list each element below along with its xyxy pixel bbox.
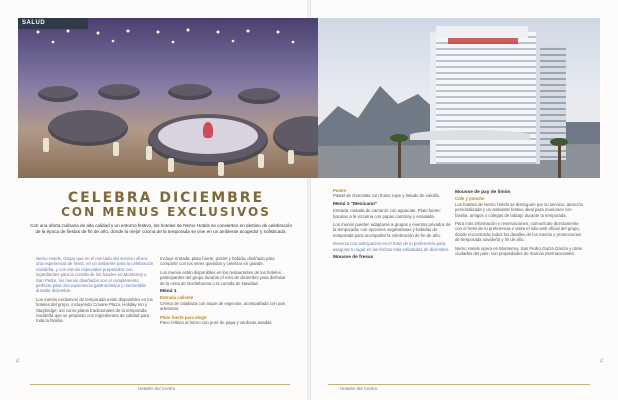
banquet-table xyxy=(168,84,212,100)
palm-leaves xyxy=(550,138,568,146)
menu-heading: Mousse de fresas xyxy=(333,255,374,261)
banquet-table xyxy=(48,110,128,146)
palm-tree xyxy=(398,138,401,178)
chair xyxy=(113,142,119,156)
article-lead: Con una oferta culinaria de alta calidad y un entorno festivo, los hoteles de Nemo Hotels se convierten en destino de celebración de la época de fiestas de fin de año, donde la mejor cocina de la temporada se vive en un ambiente acogedor y sofisticado. xyxy=(30,223,293,234)
body-paragraph: Incluye entrada, plato fuerte, postre y bebida, diseñado para compartir con los seres queridos y celebrar en grande. xyxy=(160,256,275,267)
article-title-line-2: CON MENUS EXCLUSIVOS xyxy=(61,205,271,219)
highlight-paragraph: Reserva con anticipación en el hotel de tu preferencia para asegurar tu lugar en las fechas más solicitadas de diciembre. xyxy=(333,241,450,252)
section-tag: SALUD xyxy=(18,18,88,29)
chair xyxy=(168,158,174,172)
menu-item-text: Pastel de chocolate con frutos rojos y helado de vainilla. xyxy=(333,193,441,199)
body-paragraph: Los menús están disponibles en los restaurantes de los hoteles participantes del grupo durante el mes de diciembre para disfrutar de la cena de Nochebuena o la comida de Navidad. xyxy=(160,269,286,286)
hero-photo xyxy=(18,18,600,178)
body-paragraph: Los hoteles de Nemo Hotels se distinguen por su servicio, atención personalizada y un ambiente festivo ideal para reuniones con familia, amigos o colegas de trabajo durante la temporada. xyxy=(455,201,584,218)
intro-paragraph: Nemo Hotels, Grupo que en el mercado del servicio ofrece una experiencia de fiesta, en un ambiente para la celebración navideña, y con menús especiales preparados con ingredientes para la comida de los hoteles en Monterrey y San Pedro, los menús diseñados son el complemento perfecto para una experiencia gastronómica y memorable durante diciembre. xyxy=(36,256,154,294)
text-column-1 xyxy=(36,256,154,327)
menu-item-text: Crema de calabaza con toque de especias, acompañada con pan artesanal. xyxy=(160,300,286,312)
menu-heading: Menú 1 xyxy=(160,289,177,295)
footer-left: Hoteles del Centro xyxy=(138,386,176,391)
text-column-4 xyxy=(455,188,585,259)
chair xyxy=(146,146,152,160)
body-paragraph: Los menús exclusivos de temporada están disponibles en los hoteles del grupo, incluyendo Crowne Plaza, Holiday Inn y Staybridge; así como platos tradicionales de la temporada navideña que se preparan con ingredientes de calidad para toda la familia. xyxy=(36,296,153,324)
hotel-roof xyxy=(436,26,528,38)
menu-item-text: Entrada: tostada de camarón con aguacate. Plato fuerte: bacalao a la vizcaína con papas cambray y ensalada. xyxy=(333,208,441,219)
page-number-left: 78 xyxy=(15,358,20,363)
page-number-right: 79 xyxy=(599,358,604,363)
text-column-3 xyxy=(333,188,451,261)
chair xyxy=(288,150,294,164)
chair xyxy=(43,138,49,152)
palm-leaves xyxy=(390,134,408,142)
hotel-canopy xyxy=(410,130,530,140)
footer-rule-right xyxy=(328,384,590,385)
body-paragraph: Nemo Hotels opera en Monterrey, San Pedro Garza García y otras ciudades del país, con propiedades de marcas internacionales. xyxy=(455,245,582,257)
text-column-2 xyxy=(160,256,288,328)
menu-subheading: Entrada caliente xyxy=(160,295,194,301)
hotel-tower xyxy=(430,32,540,164)
footer-right: Hoteles del Centro xyxy=(340,386,378,391)
floral-centerpiece xyxy=(203,122,213,138)
hotel-sign xyxy=(448,38,518,44)
ceiling-lights xyxy=(18,26,348,56)
chair xyxy=(218,162,224,176)
banquet-table xyxy=(238,88,280,104)
chair xyxy=(258,154,264,168)
menu-heading: Menú 2 "Mexicano" xyxy=(333,201,378,207)
body-paragraph: Los menús pueden adaptarse a grupos y eventos privados de la temporada, con opciones vegetarianas y bebidas de temporada para acompañar la celebración de fin de año. xyxy=(333,222,451,238)
article-title-line-1: CELEBRA DICIEMBRE xyxy=(67,190,265,206)
menu-subheading: Postre xyxy=(333,188,347,193)
menu-item-text: Pavo relleno al horno con puré de papa y verduras asadas. xyxy=(160,320,273,326)
footer-rule-left xyxy=(30,384,290,385)
banquet-table xyxy=(98,84,140,100)
body-paragraph: Para más información y reservaciones, comunícate directamente con el hotel de tu preferencia o visita el sitio web oficial del grupo, donde encontrarás todos los detalles de los menús y promociones de temporada navideña y fin de año. xyxy=(455,221,582,243)
banquet-hall-photo xyxy=(18,18,348,178)
menu-subheading: Cafe y ponche xyxy=(455,196,485,202)
menu-subheading: Plato fuerte para elegir xyxy=(160,314,207,320)
palm-tree xyxy=(558,142,561,178)
menu-heading: Mousse de pay de limón xyxy=(455,190,511,195)
banquet-table xyxy=(38,86,78,102)
